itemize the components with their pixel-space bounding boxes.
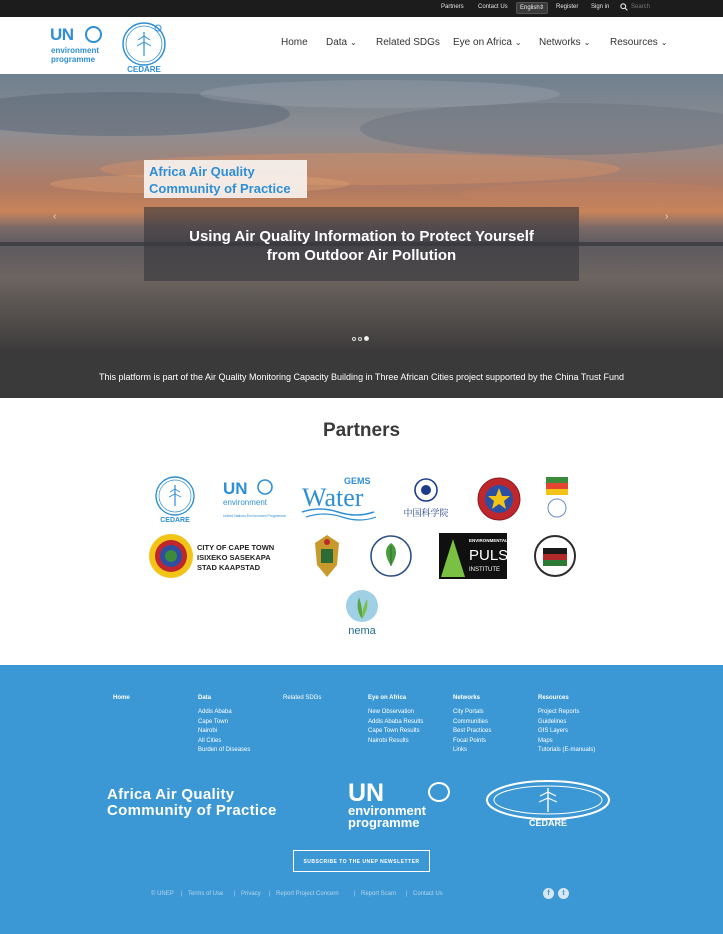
partner-pulse-line2: PULSE [469, 547, 519, 564]
footer-col-networks [453, 695, 543, 756]
footer-col-eye-on-africa [368, 695, 458, 746]
twitter-icon[interactable]: t [558, 888, 569, 899]
footer-heading-eye-on-africa[interactable]: Eye on Africa [368, 695, 407, 701]
carousel-dot-active[interactable] [364, 336, 369, 341]
partner-capetown-line1: CITY OF CAPE TOWN [197, 543, 275, 552]
hero-tag-line1: Africa Air Quality [149, 164, 255, 179]
partner-cedare-text: CEDARE [160, 517, 190, 524]
footer-link-home[interactable]: Home [113, 695, 130, 701]
footer-un-globe-icon [428, 782, 450, 802]
partner-gems-water-logo[interactable] [300, 472, 376, 522]
cedare-logo-text: CEDARE [127, 65, 161, 74]
footer-link[interactable]: Cape Town Results [368, 728, 420, 734]
partner-oromia-logo[interactable] [545, 476, 569, 522]
footer-heading-networks[interactable]: Networks [453, 695, 481, 701]
carousel-dot[interactable] [352, 337, 356, 341]
footer-col-resources [538, 695, 628, 756]
footer-link[interactable]: GIS Layers [538, 728, 569, 734]
footer-link[interactable]: Addis Ababa Results [368, 718, 424, 725]
carousel-next-icon[interactable]: › [665, 211, 669, 222]
partner-capetown-line2: ISIXEKO SASEKAPA [197, 553, 271, 562]
partner-pulse-line3: INSTITUTE [469, 567, 500, 573]
nav-networks[interactable] [539, 37, 590, 48]
hero-tag-line2: Community of Practice [149, 181, 291, 196]
footer-link[interactable]: City Portals [453, 709, 484, 715]
site-header [0, 17, 723, 74]
topbar-signin-link[interactable]: Sign in [591, 4, 610, 10]
search-input[interactable]: Search [631, 4, 651, 10]
partner-cedare-logo[interactable] [152, 476, 198, 524]
carousel-indicators [352, 328, 371, 346]
un-logo-line2: programme [51, 55, 96, 64]
language-value: English [520, 5, 540, 11]
hero-headline-line1: Using Air Quality Information to Protect Yourself [189, 228, 534, 245]
footer-unep-logo[interactable] [348, 779, 480, 829]
site-footer [0, 665, 723, 934]
banner-text: This platform is part of the Air Quality Monitoring Capacity Building in Three African Cities project supported by the China Trust Fund [98, 372, 625, 382]
nav-related-sdgs[interactable]: Related SDGs [376, 37, 440, 48]
partner-water-text: Water [302, 483, 364, 512]
footer-col-data [198, 695, 288, 756]
footer-cedare-text: CEDARE [528, 818, 568, 828]
partner-unep-text: UN [223, 479, 248, 498]
chevron-down-icon: ⌄ [514, 38, 522, 47]
footer-link[interactable]: All Cities [198, 737, 222, 744]
footer-col-home [113, 695, 203, 708]
partner-nema-logo[interactable] [339, 589, 385, 637]
footer-unep-line2: programme [348, 815, 420, 830]
nav-data[interactable] [326, 37, 357, 48]
nav-eye-on-africa[interactable] [453, 37, 522, 48]
footer-separator: | [269, 891, 271, 897]
language-select[interactable] [516, 2, 548, 14]
hero-carousel [0, 74, 723, 349]
footer-col-sdgs [283, 695, 373, 708]
project-banner [0, 349, 723, 398]
search-icon[interactable] [620, 3, 628, 11]
un-globe-icon [85, 26, 102, 43]
un-logo-text: UN [50, 25, 74, 44]
hero-tag-label [144, 160, 307, 198]
footer-unep-line1: environment [348, 803, 427, 818]
hero-headline-box[interactable] [144, 207, 579, 281]
footer-heading-resources[interactable]: Resources [538, 695, 569, 701]
partner-ethiopia-seal[interactable] [476, 476, 522, 522]
topbar-contact-link[interactable]: Contact Us [478, 4, 508, 10]
footer-cedare-logo[interactable] [484, 778, 612, 828]
footer-separator: | [181, 891, 183, 897]
footer-link[interactable]: Guidelines [538, 718, 567, 725]
partner-gems-text: GEMS [344, 476, 371, 486]
footer-link[interactable]: Links [453, 747, 468, 753]
footer-report-scam-link[interactable]: Report Scam [361, 891, 397, 897]
footer-link[interactable]: Maps [538, 737, 553, 744]
partner-environmental-pulse-logo[interactable] [439, 533, 519, 579]
partners-heading: Partners [322, 420, 401, 441]
footer-link-related-sdgs[interactable]: Related SDGs [283, 695, 322, 701]
footer-separator: | [234, 891, 236, 897]
hero-headline-line2: from Outdoor Air Pollution [266, 247, 457, 264]
footer-privacy-link[interactable]: Privacy [241, 891, 261, 897]
footer-brand-line2: Community of Practice [107, 802, 277, 819]
footer-link[interactable]: Nairobi [198, 728, 218, 734]
footer-link[interactable]: Project Reports [538, 709, 580, 715]
partner-nema-text: nema [348, 625, 376, 637]
footer-terms-link[interactable]: Terms of Use [188, 891, 224, 897]
carousel-prev-icon[interactable]: ‹ [53, 211, 57, 222]
topbar-register-link[interactable]: Register [556, 4, 579, 10]
footer-link[interactable]: Burden of Diseases [198, 747, 251, 753]
carousel-dot[interactable] [358, 337, 362, 341]
partner-ministry-logo[interactable] [369, 534, 413, 578]
topbar-partners-link[interactable]: Partners [441, 4, 464, 10]
footer-link[interactable]: Tutorials (E-manuals) [538, 747, 596, 753]
footer-link[interactable]: Cape Town [198, 718, 228, 725]
footer-link[interactable]: Communities [453, 718, 489, 725]
partner-cas-text: 中国科学院 [403, 509, 449, 519]
partner-unep-small: United Nations Environment Programme [223, 514, 286, 518]
nav-resources-label: Resources [610, 37, 658, 48]
footer-separator: | [406, 891, 408, 897]
footer-link[interactable]: Focal Points [453, 737, 487, 744]
partner-kenya-seal[interactable] [533, 534, 577, 578]
newsletter-subscribe-button[interactable]: SUBSCRIBE TO THE UNEP NEWSLETTER [293, 850, 430, 872]
un-environment-logo[interactable] [50, 25, 108, 69]
select-caret-icon: ⇕ [538, 5, 544, 11]
chevron-down-icon: ⌄ [660, 38, 668, 47]
chevron-down-icon: ⌄ [350, 38, 357, 47]
footer-separator: | [354, 891, 356, 897]
footer-report-concern-link[interactable]: Report Project Concern [276, 891, 339, 897]
footer-copyright: © UNEP [151, 891, 174, 897]
facebook-icon[interactable]: f [543, 888, 554, 899]
nav-home[interactable]: Home [281, 37, 308, 48]
un-logo-line1: environment [51, 46, 100, 55]
cedare-logo[interactable] [116, 20, 172, 74]
nav-networks-label: Networks [539, 37, 581, 48]
footer-link[interactable]: Best Practices [453, 728, 492, 734]
footer-link[interactable]: Addis Ababa [198, 709, 232, 715]
partner-south-africa-coat-of-arms[interactable] [311, 533, 343, 579]
footer-brand-line1: Africa Air Quality [107, 786, 235, 803]
footer-unep-text: UN [348, 779, 385, 807]
footer-heading-data[interactable]: Data [198, 695, 212, 701]
nav-eye-on-africa-label: Eye on Africa [453, 37, 512, 48]
chevron-down-icon: ⌄ [583, 38, 591, 47]
partner-capetown-line3: STAD KAAPSTAD [197, 563, 261, 572]
footer-link[interactable]: Nairobi Results [368, 737, 409, 744]
partner-unep-logo[interactable] [222, 477, 286, 523]
footer-contact-link[interactable]: Contact Us [413, 891, 443, 897]
partner-pulse-line1: ENVIRONMENTAL [469, 538, 508, 543]
top-utility-bar [0, 0, 723, 17]
footer-link[interactable]: New Observation [368, 709, 415, 715]
nav-resources[interactable] [610, 37, 668, 48]
partner-cas-logo[interactable] [398, 476, 454, 524]
nav-data-label: Data [326, 37, 348, 48]
partner-cape-town-logo[interactable] [147, 532, 287, 580]
partner-unep-sub: environment [223, 498, 268, 507]
